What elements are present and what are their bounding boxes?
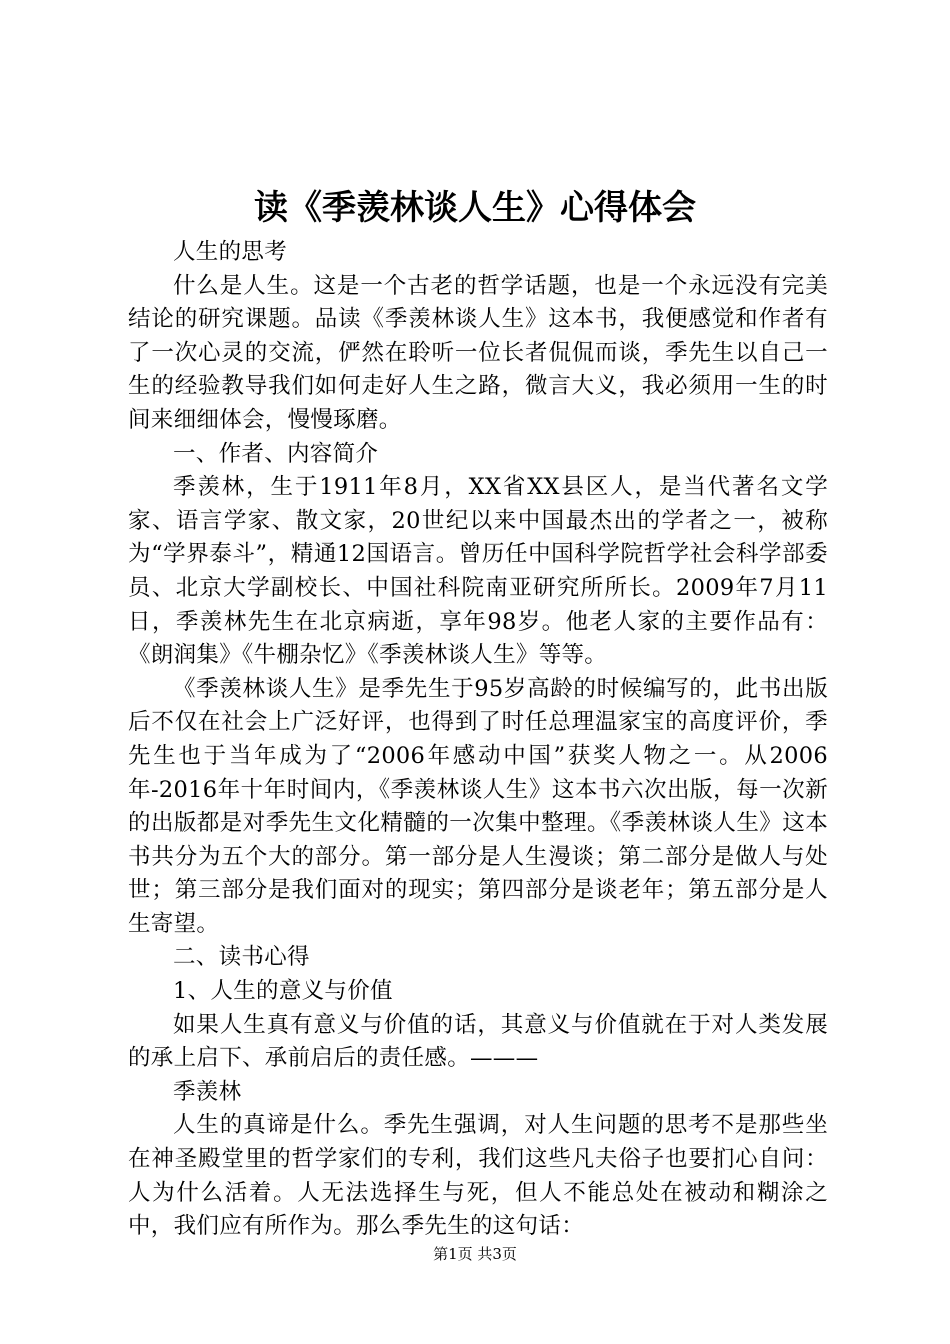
paragraph-intro: 什么是人生。这是一个古老的哲学话题，也是一个永远没有完美结论的研究课题。品读《季羡林谈人生》这本书，我便感觉和作者有了一次心灵的交流，俨然在聆听一位长者侃侃而谈，季先生以自己一生的经验教导我们如何走好人生之路，微言大义，我必须用一生的时间来细细体会，慢慢琢磨。 xyxy=(128,272,828,433)
page-footer: 第1页 共3页 xyxy=(433,1245,517,1263)
quote-attribution: 季羡林 xyxy=(173,1078,242,1105)
subsection-heading-meaning: 1、人生的意义与价值 xyxy=(173,978,393,1005)
paragraph-quote: 如果人生真有意义与价值的话，其意义与价值就在于对人类发展的承上启下、承前启后的责任感。——— xyxy=(128,1011,828,1072)
document-title: 读《季羡林谈人生》心得体会 xyxy=(254,188,696,228)
paragraph-book-summary: 《季羡林谈人生》是季先生于95岁高龄的时候编写的，此书出版后不仅在社会上广泛好评，也得到了时任总理温家宝的高度评价，季先生也于当年成为了“2006年感动中国”获奖人物之一。从2006年-2016年十年时间内，《季羡林谈人生》这本书六次出版，每一次新的出版都是对季先生文化精髓的一次集中整理。《季羡林谈人生》这本书共分为五个大的部分。第一部分是人生漫谈；第二部分是做人与处世；第三部分是我们面对的现实；第四部分是谈老年；第五部分是人生寄望。 xyxy=(128,675,828,937)
section-heading-reading-notes: 二、读书心得 xyxy=(173,944,310,971)
section-heading-author: 一、作者、内容简介 xyxy=(173,440,379,467)
document-body xyxy=(128,236,828,1244)
paragraph-truth-of-life: 人生的真谛是什么。季先生强调，对人生问题的思考不是那些坐在神圣殿堂里的哲学家们的专利，我们这些凡夫俗子也要扪心自问：人为什么活着。人无法选择生与死，但人不能总处在被动和糊涂之中，我们应有所作为。那么季先生的这句话： xyxy=(128,1112,828,1240)
section-heading-thinking: 人生的思考 xyxy=(173,239,288,265)
paragraph-author-bio: 季羡林，生于1911年8月，XX省XX县区人，是当代著名文学家、语言学家、散文家，20世纪以来中国最杰出的学者之一，被称为“学界泰斗”，精通12国语言。曾历任中国科学院哲学社会科学部委员、北京大学副校长、中国社科院南亚研究所所长。2009年7月11日，季羡林先生在北京病逝，享年98岁。他老人家的主要作品有：《朗润集》《牛棚杂忆》《季羡林谈人生》等等。 xyxy=(128,474,828,669)
